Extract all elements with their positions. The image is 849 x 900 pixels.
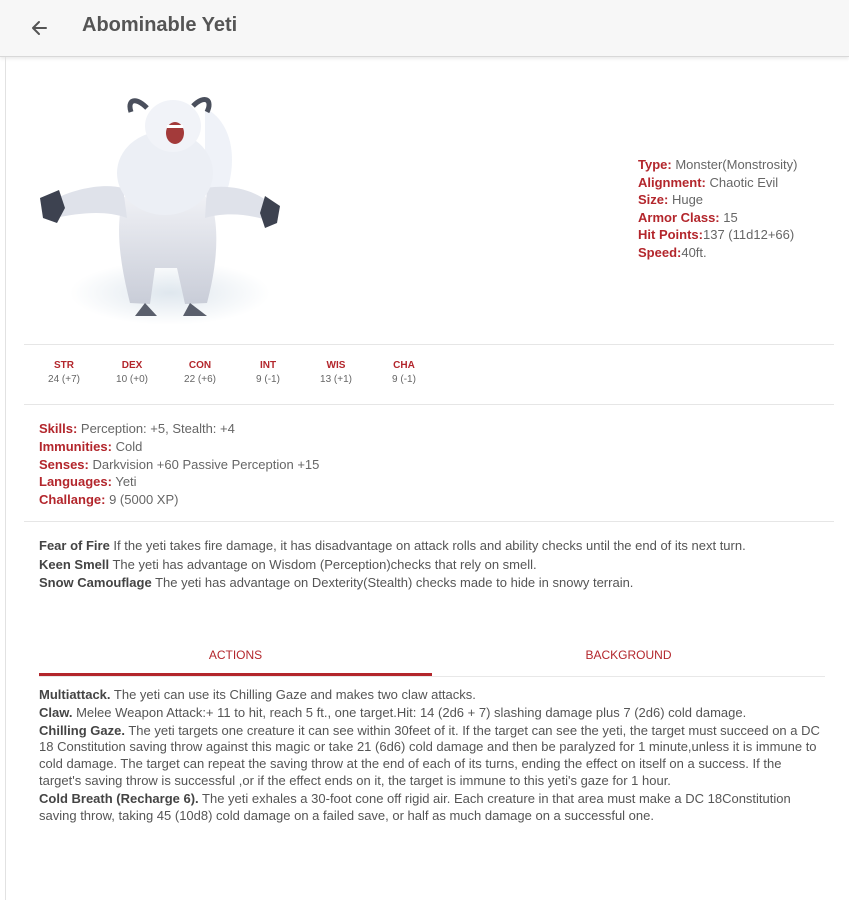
prop-skills: Skills: Perception: +5, Stealth: +4 [39, 421, 235, 436]
back-button[interactable] [22, 12, 56, 44]
meta-hit-points: Hit Points:137 (11d12+66) [638, 227, 795, 242]
stat-con: CON 22 (+6) [184, 360, 216, 385]
prop-languages: Languages: Yeti [39, 474, 137, 490]
trait-item: Snow Camouflage The yeti has advantage on Dexterity(Stealth) checks made to hide in snowy terrain. [39, 575, 634, 590]
ability-scores [30, 360, 438, 385]
prop-challenge: Challange: 9 (5000 XP) [39, 492, 179, 508]
content-border [5, 57, 6, 900]
stat-str: STR 24 (+7) [48, 360, 80, 385]
divider [24, 344, 834, 345]
action-item: Chilling Gaze. The yeti targets one creature it can see within 30feet of it. If the target can see the yeti, the target must succeed on a DC 18 Constitution saving throw against this magic or take 21 (6d6) cold damage and then be paralyzed for 1 minute,unless it is immune to cold damage. The target can repeat the saving throw at the end of each of its turns, ending the effect on itself on a success. If the target's saving throw is successful ,or if the effect ends on it, the target is immune to this yeti's gaze for 1 hour. [39, 722, 820, 788]
divider [24, 521, 834, 522]
action-item: Claw. Melee Weapon Attack:+ 11 to hit, reach 5 ft., one target.Hit: 14 (2d6 + 7) slashing damage plus 7 (2d6) cold damage. [39, 704, 747, 720]
back-arrow-icon [29, 18, 49, 38]
trait-item: Keen Smell The yeti has advantage on Wisdom (Perception)checks that rely on smell. [39, 556, 537, 572]
stat-int: INT 9 (-1) [256, 360, 280, 385]
prop-senses: Senses: Darkvision +60 Passive Perception +15 [39, 456, 320, 472]
stat-wis: WIS 13 (+1) [320, 360, 352, 385]
app-bar [0, 0, 849, 57]
monster-portrait [35, 78, 285, 333]
meta-armor-class: Armor Class: 15 [638, 209, 738, 225]
tab-bar [39, 636, 825, 677]
meta-alignment: Alignment: Chaotic Evil [638, 174, 779, 190]
monster-properties [39, 420, 319, 509]
meta-speed: Speed:40ft. [638, 244, 707, 260]
monster-traits [39, 537, 814, 593]
monster-meta [638, 156, 797, 261]
page-title: Abominable Yeti [82, 14, 238, 36]
stat-cha: CHA 9 (-1) [392, 360, 416, 385]
prop-immunities: Immunities: Cold [39, 438, 143, 454]
action-item: Cold Breath (Recharge 6). The yeti exhales a 30-foot cone off rigid air. Each creature in that area must make a DC 18Constitution saving throw, taking 45 (10d8) cold damage on a failed save, or half as much damage on a successful one. [39, 790, 791, 823]
meta-type: Type: Monster(Monstrosity) [638, 157, 798, 172]
divider [24, 404, 834, 405]
tab-actions[interactable]: ACTIONS [208, 648, 263, 662]
action-item: Multiattack. The yeti can use its Chilling Gaze and makes two claw attacks. [39, 687, 476, 702]
tab-background[interactable]: BACKGROUND [585, 648, 672, 662]
actions-panel [39, 687, 824, 825]
meta-size: Size: Huge [638, 192, 704, 207]
stat-dex: DEX 10 (+0) [116, 360, 148, 385]
active-tab-indicator [39, 673, 432, 676]
trait-item: Fear of Fire If the yeti takes fire damage, it has disadvantage on attack rolls and ability checks until the end of its next turn. [39, 538, 746, 553]
